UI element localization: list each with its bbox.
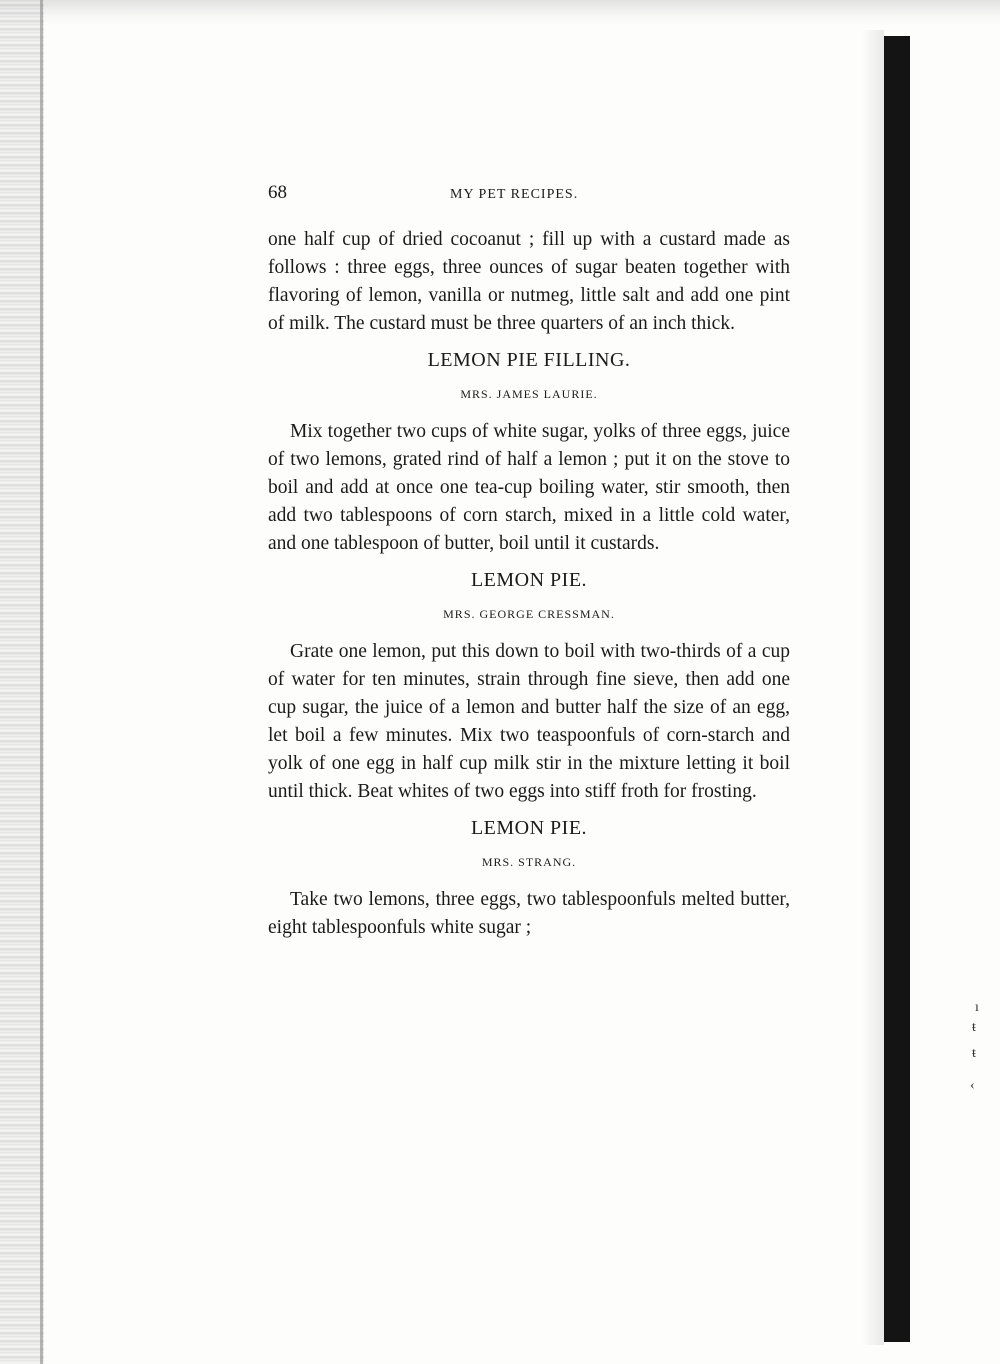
recipe-title: LEMON PIE FILLING.: [427, 349, 631, 371]
continuation-paragraph: one half cup of dried cocoanut ; fill up with a custard made as follows : three eggs, three ounces of sugar beaten together with flavoring of lemon, vanilla or nutmeg, little salt and add one pint of milk. The custard must be three quarters of an inch thick.: [268, 229, 790, 334]
recipe-lemon-pie-strang: [268, 814, 790, 942]
page-header: [268, 182, 790, 212]
recipe-title: LEMON PIE.: [470, 817, 588, 839]
recipe-text: Grate one lemon, put this down to boil with two-thirds of a cup of water for ten minutes, strain through fine sieve, then add one cup sugar, the juice of a lemon and butter half the size of an egg, let boil a few minutes. Mix two teaspoonfuls of corn-starch and yolk of one egg in half cup milk stir in the mixture letting it boil until thick. Beat whites of two eggs into stiff froth for frosting.: [268, 641, 790, 802]
right-page-edge-bar: [884, 36, 910, 1342]
page-top-edge: [0, 0, 1000, 26]
recipe-title: LEMON PIE.: [470, 569, 588, 591]
recipe-text: Mix together two cups of white sugar, yolks of three eggs, juice of two lemons, grated rind of half a lemon ; put it on the stove to boil and add at once one tea-cup boiling water, stir smooth, then add two tablespoons of corn starch, mixed in a little cold water, and one tablespoon of butter, boil until it custards.: [268, 421, 790, 554]
recipe-lemon-pie-filling: [268, 346, 790, 558]
running-head: MY PET RECIPES.: [450, 187, 579, 202]
margin-speck: ‹: [970, 1078, 975, 1093]
recipe-text: Take two lemons, three eggs, two tablespoonfuls melted butter, eight tablespoonfuls white sugar ;: [268, 889, 790, 938]
recipe-lemon-pie-cressman: [268, 566, 790, 806]
recipe-author: MRS. STRANG.: [481, 855, 577, 869]
margin-speck: ı: [975, 1000, 979, 1015]
book-spine-edge: [40, 0, 43, 1364]
book-spine-shadow: [0, 0, 44, 1364]
recipe-author: MRS. GEORGE CRESSMAN.: [443, 607, 615, 621]
page-number: 68: [268, 182, 287, 203]
recipe-author: MRS. JAMES LAURIE.: [460, 387, 598, 401]
margin-speck: ŧ: [972, 1020, 976, 1035]
right-gutter-shadow: [862, 30, 884, 1345]
page-body: [268, 226, 790, 942]
margin-speck: ŧ: [972, 1046, 976, 1061]
